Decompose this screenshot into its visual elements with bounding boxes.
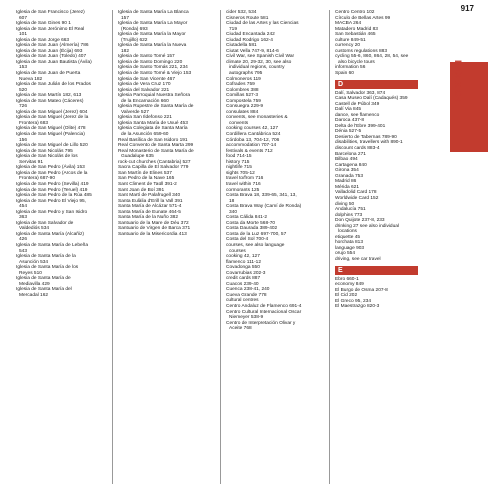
index-entry: currency 20	[335, 43, 361, 49]
index-entry: Iglesia de Santa María la Nueva 182	[118, 43, 187, 54]
index-entry: Covadonga 550	[226, 265, 260, 271]
index-entry: Iglesia de Santa María La Mayor (Ronda) 693	[118, 21, 188, 32]
index-entry: Costa Brava 18, 339-65, 341, 13, 18	[226, 193, 297, 204]
index-entry: Sant Joan de Boí 391	[118, 187, 165, 193]
index-entry: Iglesia de San Juan (Toledo) 407	[16, 54, 87, 60]
index-entry: Santuario de Virgen de Barca 371	[118, 226, 191, 232]
index-entry: Centro Centro 102	[335, 10, 375, 15]
index-entry: Santa María de Alcázar 571-4	[118, 204, 182, 210]
index-entry: climate 20, 29-32, 30, see also individual regions, country autographs 795	[226, 59, 292, 77]
index-entry: Cueva Grande 778	[226, 292, 267, 298]
index-entry: Ciudad Rodrigo 162-4	[226, 37, 273, 43]
index-entry: Dalí, Salvador 363, 874	[335, 90, 386, 96]
index-entry: Iglesia de Santo Tomé 157	[118, 54, 175, 60]
index-column-4	[335, 10, 411, 310]
index-entry: El Greco 95, 234	[335, 298, 371, 304]
index-entry: Iglesia de San Miguel de Lillo 520	[16, 143, 88, 149]
index-entry: Sant Martí de Palafrugell 340	[118, 193, 181, 199]
index-entry: Cuenca 238-41, 240	[226, 287, 270, 293]
index-entry: Compostela 759	[226, 98, 261, 104]
index-entry: Iglesia de San Pedro de la Rúa 485	[16, 193, 92, 199]
index-entry: Spain 60	[335, 71, 354, 77]
index-entry: discount cards 883-4	[335, 146, 380, 152]
index-entry: Iglesia de San Pedro (Arcos de la Frontera) 687-90	[16, 170, 88, 182]
index-entry: convents, see monasteries & convents	[226, 115, 288, 126]
letter-heading-d: D	[335, 80, 418, 89]
index-entry: Colmoneros 119	[226, 76, 261, 82]
index-entry: Santa María de la Nuño 382	[118, 215, 179, 221]
index-entry: Madrid 86	[335, 179, 357, 185]
index-entry: Civil War, see Spanish Civil War	[226, 54, 295, 60]
index-entry: MACBA 264	[335, 21, 362, 27]
index-entry: Iglesia de San Julián de los Prados 520	[16, 82, 91, 93]
index-entry: diving 50	[335, 201, 355, 207]
index-entry: Iglesia de San Gines 90 1	[16, 21, 71, 27]
index-entry: Iglesia de San Miguel (Jerez de la Frontera) 683	[16, 115, 89, 126]
index-entry: Iglesia San Ildefonso 221	[118, 115, 172, 121]
index-entry: Granada 753	[335, 173, 364, 179]
index-entry: Iglesia de Vera Cruz 170	[118, 82, 171, 88]
index-entry: Iglesia de San Miguel (Olite) 478	[16, 126, 86, 132]
index-entry: Castell de Púbol 349	[335, 101, 380, 107]
index-entry: Dalí Via 845	[335, 107, 362, 113]
index-entry: cooking 42, 127	[226, 254, 260, 260]
index-column-3	[226, 10, 302, 332]
index-entry: El Cid 202	[335, 293, 358, 299]
index-entry: cultural centres	[226, 298, 259, 304]
index-entry: cider 532, 534	[226, 10, 257, 15]
index-entry: consulates 884	[226, 109, 259, 115]
index-column-1	[16, 10, 92, 298]
index-entry: Don Quijote 237-8, 233	[335, 218, 385, 224]
index-entry: Real Basílica de San Isidoro 191	[118, 137, 188, 143]
index-entry: Costa Brava Way (Camí de Ronda) 340	[226, 204, 302, 215]
index-entry: Iglesia de Santa María la Mayor (Trujillo) 622	[118, 32, 186, 43]
index-entry: Iglesia de San Pedro (Teruel) 419	[16, 187, 88, 193]
index-entry: dolphins 773	[335, 212, 363, 218]
index-entry: nightlife 715	[226, 165, 252, 171]
index-entry: accommodation 707-14	[226, 143, 277, 149]
index-entry: Iglesia de Santa María de Mediavilla 429	[16, 276, 71, 287]
index-entry: festivals & events 712	[226, 148, 273, 154]
index-entry: Iglesia de San Martín 182, 613	[16, 93, 82, 99]
column-divider	[112, 10, 113, 484]
index-entry: Iglesia de Santa María del Mercadal 162	[16, 287, 72, 298]
index-entry: etiquette 45	[335, 234, 361, 240]
index-column-2	[118, 10, 194, 237]
index-entry: Ciudad Encantada 242	[226, 32, 275, 38]
index-entry: Iglesia de San Juan de Puerta Nueva 182	[16, 71, 81, 82]
index-entry: Ciutat Vella 747-9, 814-6	[226, 48, 279, 54]
index-entry: Cisneros Route 581	[226, 15, 269, 21]
index-entry: Costa da Morte 568-70	[226, 220, 276, 226]
index-entry: Iglesia de San Vicente 467	[118, 76, 175, 82]
index-entry: Real Convento de Santa Marta 299	[118, 143, 194, 149]
index-entry: Desierto de Tabernas 789-90	[335, 134, 397, 140]
index-entry: Cartagena 840	[335, 162, 367, 168]
index-entry: Iglesia Colegiata de Santa María de la Asunción 659-60	[118, 126, 188, 138]
index-entry: Daroca 437-8	[335, 118, 365, 124]
index-entry: Iglesia de San Pedro (Ávila) 153	[16, 165, 85, 171]
index-entry: Casa Museo Dalí (Cadaqués) 359	[335, 96, 408, 102]
index-entry: cycling 55-6, 860, 864, 28, 54, see also bicycle tours	[335, 54, 409, 65]
index-entry: drinking 27 see also individual locations	[335, 223, 399, 235]
index-entry: Iglesia de San Nicolás 795	[16, 148, 73, 154]
index-entry: Colombres 388	[226, 87, 259, 93]
entries-d	[335, 91, 411, 263]
index-entry: Santuario de la Mare de Déu 372	[118, 220, 189, 226]
index-entry: Iglesia de San Nicolás de los Servitas 91	[16, 154, 78, 165]
index-entry: Córdoba 13, 704-12, 706	[226, 137, 280, 143]
index-entry: orujo 554	[335, 251, 356, 257]
index-entry: cooking courses 42, 127	[226, 126, 278, 132]
index-entry: Cofrades 759	[226, 82, 255, 88]
entries-e	[335, 277, 411, 310]
index-entry: Sant Climent de Taüll 391-2	[118, 181, 177, 187]
index-entry: Iglesia de San Miguel (Jerez) 604	[16, 109, 88, 115]
index-entry: Iglesia de San Jerónimo El Real 101	[16, 26, 85, 38]
index-entry: courses, see also language courses	[226, 242, 285, 254]
index-entry: Costa del Sol 700-4	[226, 237, 269, 243]
index-entry: Iglesia de San Jorge 663	[16, 37, 70, 43]
index-entry: rock-cut churches (Cantabria) 527	[118, 159, 191, 165]
index-entry: Iglesia de San Pedro (Sevilla) 419	[16, 181, 89, 187]
index-entry: Ciutadella 581	[226, 43, 257, 49]
index-entry: Iglesia de Santa María de los Reyes 510	[16, 265, 79, 276]
index-entry: Ebro 660-1	[335, 276, 359, 282]
index-entry: Comillas 527-3	[226, 93, 258, 99]
index-entry: Iglesia de San Juan (Almería) 786	[16, 43, 89, 49]
index-entry: Worldwide Card 152	[335, 195, 379, 201]
index-entry: Dénia 527-5	[335, 129, 362, 135]
index-entry: Centro Andaluz de Flamenco 691-4	[226, 303, 302, 309]
index-entry: food 714-15	[226, 154, 252, 160]
index-entry: Delta de l'Ebre 399-401	[335, 123, 386, 129]
index-entry: Cuacos 239-40	[226, 281, 259, 287]
index-entry: Santuario de la Misericordia 413	[118, 231, 187, 237]
index-entry: Cordillera Cantábrica 524	[226, 132, 281, 138]
index-entry: Valladolid Card 178	[335, 190, 377, 196]
index-entry: horchata 813	[335, 240, 364, 246]
page-number: 917	[460, 4, 474, 13]
index-entry: travel within 716	[226, 181, 261, 187]
index-entry: Iglesia de San Pedro y San Isidro 363	[16, 209, 88, 221]
index-entry: customs regulations 883	[335, 48, 387, 54]
index-entry: economy 849	[335, 282, 364, 288]
index-entry: Iglesia de Santa María de la Asunción 534	[16, 254, 76, 265]
index-entry: language 903	[335, 245, 365, 251]
index-entry: Círculo de Bellas Artes 99	[335, 15, 391, 21]
index-entry: Iglesia de San Juan (Écija) 693	[16, 48, 83, 54]
index-entry: Iglesia de San Miguel (Palencia) 156	[16, 132, 85, 143]
index-entry: Consuegra 229-9	[226, 104, 264, 110]
index-entry: Iglesia de San Salvador de Valdediós 534	[16, 220, 74, 232]
index-entry: Barcelona 271	[335, 151, 366, 157]
index-entry: driving, see car travel	[335, 256, 381, 262]
index-entry: Iglesia de San Francisco (Jerez) 607	[16, 10, 85, 21]
column-divider	[220, 10, 221, 484]
index-entry: Andalucía 751	[335, 207, 366, 213]
index-entry: dance, see flamenco	[335, 112, 380, 118]
index-entry: Iglesia de Santa María de Lebeña 543	[16, 242, 89, 254]
index-entry: Costa Cálida 841-2	[226, 215, 268, 221]
index-entry: Santa Eulàlia d'Erill la Vall 391	[118, 198, 183, 204]
index-entry: Iglesia de San Juan Bautista (Ávila) 153	[16, 59, 92, 71]
index-entry: Iglesia Santa María de Uxué 453	[118, 120, 188, 126]
section-tab-text: INDEX C-E	[453, 60, 463, 106]
index-entry: Iglesia de Santo Tomás 221, 234	[118, 65, 188, 71]
index-entry: Ciudad de las Artes y las Ciencias 719	[226, 21, 299, 32]
index-entry: San Sebastián 465	[335, 32, 376, 38]
index-entry: Sacra Capilla de El Salvador 779	[118, 165, 189, 171]
index-entry: Girona 354	[335, 168, 359, 174]
index-entry: Iglesia Rupestre de Santa María de Valverde 527	[118, 104, 194, 115]
index-entry: Santa María de Eunate 464-5	[118, 209, 181, 215]
index-entry: disabilities, travellers with 890-1	[335, 140, 403, 146]
entries-c-continued	[335, 10, 411, 77]
index-entry: Iglesia de Santa María La Blanca 157	[118, 10, 189, 21]
index-entry: credit cards 887	[226, 276, 261, 282]
index-entry: cormorants 125	[226, 187, 260, 193]
index-entry: travel to/from 716	[226, 176, 264, 182]
section-tab-label	[453, 54, 463, 106]
index-entry: Covarrubias 202-3	[226, 270, 266, 276]
index-entry: Bilbao 494	[335, 157, 358, 163]
index-entry: Iglesia del Salvador 221	[118, 87, 170, 93]
index-entry: sights 705-12	[226, 170, 255, 176]
index-entry: history 715	[226, 159, 250, 165]
index-entry: flamenco 111-12	[226, 259, 262, 265]
index-entry: information 56	[335, 65, 366, 71]
letter-heading-e: E	[335, 266, 418, 275]
index-entry: Iglesia Parroquial Nuestra Señora de la Encarnación 660	[118, 93, 190, 104]
index-entry: Costa Daurada 389-402	[226, 226, 278, 232]
index-entry: Costa de la Luz 697-700, 57	[226, 231, 287, 237]
column-divider	[329, 10, 330, 484]
index-entry: Centro de Interpretación Olivar y Aceite 768	[226, 320, 296, 332]
index-entry: El Maestrazgo 820-3	[335, 304, 380, 310]
index-entry: El Burgo de Osma 207-8	[335, 287, 388, 293]
index-entry: Iglesia de Santo Tomé & Viejo 153	[118, 71, 192, 77]
index-entry: Iglesia de Santa María (Alcañiz) 426	[16, 231, 84, 243]
index-entry: Matadero Madrid 83	[335, 26, 378, 32]
index-entry: Iglesia de Santo Domingo 220	[118, 59, 183, 65]
index-entry: Centro Cultural Internacional Oscar Niemeyer 538-9	[226, 309, 302, 321]
index-entry: Real Monasterio de Santa María de Guadalupe 635	[118, 148, 194, 160]
index-entry: culture 849-51	[335, 37, 366, 43]
index-entry: Mérida 621	[335, 184, 359, 190]
index-entry: Iglesia de San Mateo (Cáceres) 726	[16, 98, 84, 110]
index-entry: San Pedro de la Nave 165	[118, 176, 175, 182]
index-entry: Iglesia de San Pedro El Viejo 95, 454	[16, 198, 87, 210]
index-entry: San Martín de Elines 537	[118, 170, 172, 176]
